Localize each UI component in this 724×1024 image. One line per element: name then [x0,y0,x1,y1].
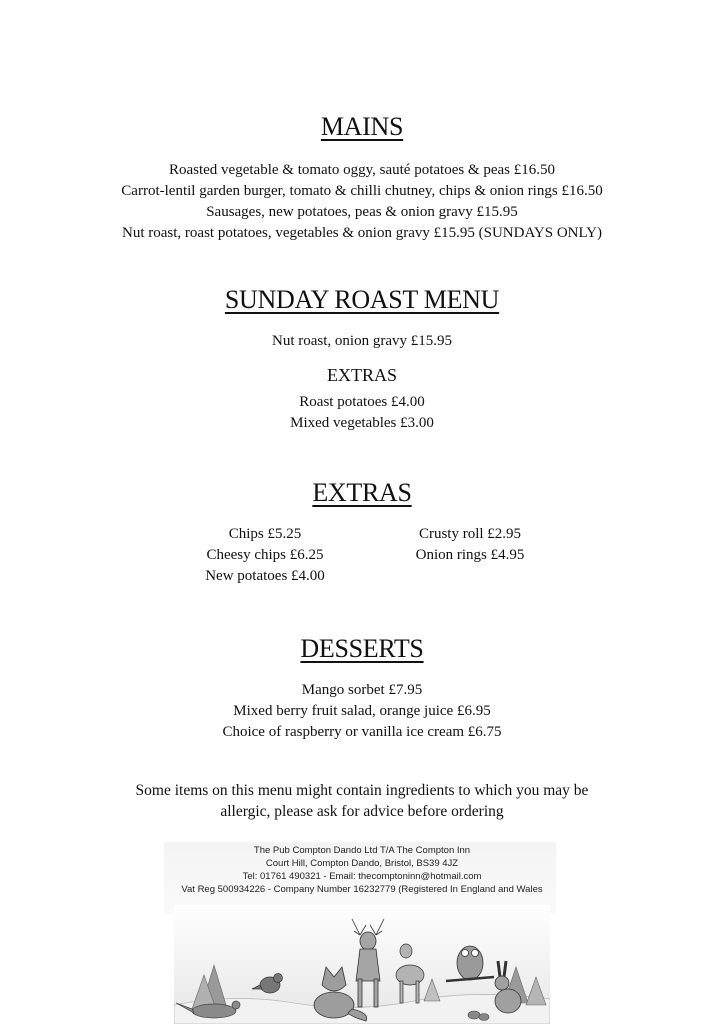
footer-line: Vat Reg 500934226 - Company Number 16232779 (Registered In England and Wales [181,884,543,895]
footer-line: Court Hill, Compton Dando, Bristol, BS39 4JZ [265,858,459,869]
sunday-extras-list [0,392,724,434]
menu-item: New potatoes £4.00 [205,568,325,584]
menu-item: Crusty roll £2.95 [418,526,522,542]
menu-item: Cheesy chips £6.25 [206,547,324,563]
menu-item: Carrot-lentil garden burger, tomato & chilli chutney, chips & onion rings £16.50 [121,183,603,199]
menu-item: Roasted vegetable & tomato oggy, sauté potatoes & peas £16.50 [168,162,556,178]
extras-heading: EXTRAS [312,478,412,507]
extras-left-column [180,524,350,587]
sunday-main-item: Nut roast, onion gravy £15.95 [272,333,452,349]
allergy-line: Some items on this menu might contain ingredients to which you may be [135,782,589,799]
menu-item: Nut roast, roast potatoes, vegetables & onion gravy £15.95 (SUNDAYS ONLY) [122,225,602,241]
menu-item: Mixed vegetables £3.00 [290,415,434,431]
desserts-heading: DESSERTS [300,634,424,663]
menu-item: Sausages, new potatoes, peas & onion gravy £15.95 [206,204,518,220]
allergy-notice [0,780,724,822]
menu-item: Onion rings £4.95 [415,547,525,563]
menu-item: Chips £5.25 [228,526,302,542]
menu-item: Roast potatoes £4.00 [299,394,425,410]
mains-heading: MAINS [320,112,404,141]
footer-line: Tel: 01761 490321 - Email: thecomptoninn@hotmail.com [242,871,482,882]
allergy-line: allergic, please ask for advice before ordering [220,803,504,820]
menu-item: Choice of raspberry or vanilla ice cream £6.75 [222,724,502,740]
mains-list [0,160,724,244]
desserts-list [0,680,724,743]
sunday-extras-subheading: EXTRAS [326,365,397,385]
footer-line: The Pub Compton Dando Ltd T/A The Compton Inn [253,845,471,856]
menu-item: Mango sorbet £7.95 [301,682,423,698]
menu-item: Mixed berry fruit salad, orange juice £6.95 [233,703,491,719]
sunday-roast-heading: SUNDAY ROAST MENU [224,285,500,314]
company-footer [0,844,724,896]
woodland-animals-illustration [174,905,550,1024]
extras-right-column [385,524,555,566]
